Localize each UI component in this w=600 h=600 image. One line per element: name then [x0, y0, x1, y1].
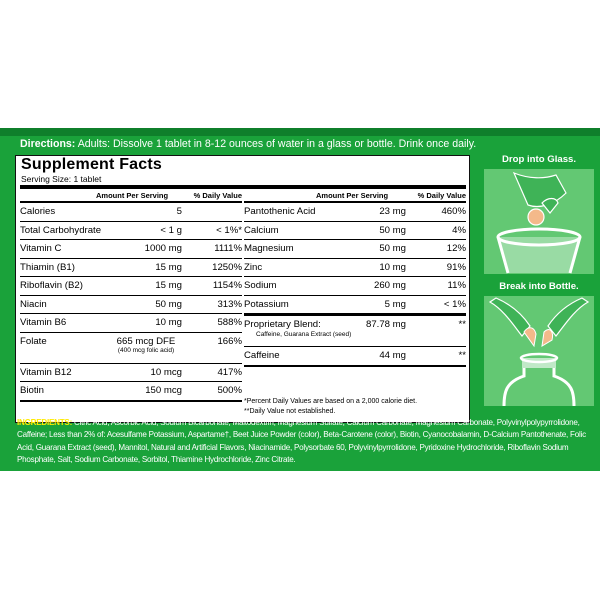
facts-row [20, 203, 242, 222]
nutrient-amount: 1000 mg [144, 243, 182, 254]
nutrient-dv: 91% [446, 261, 466, 273]
nutrient-amount-note: (400 mcg folic acid) [117, 346, 175, 354]
nutrient-dv: ** [458, 350, 466, 361]
footnote-dv: *Percent Daily Values are based on a 2,000 calorie diet. [244, 398, 418, 405]
facts-row [244, 347, 466, 367]
nutrient-name: Thiamin (B1) [20, 261, 75, 273]
serving-size: Serving Size: 1 tablet [21, 174, 102, 184]
nutrient-amount: 665 mcg DFE [116, 335, 176, 347]
ingredients-text [17, 417, 592, 466]
facts-row [244, 222, 466, 241]
nutrient-name: Total Carbohydrate [20, 224, 102, 236]
nutrient-name: Biotin [20, 385, 44, 396]
nutrient-name: Potassium [244, 298, 289, 310]
facts-column-left [20, 189, 242, 402]
nutrient-name: Magnesium [244, 243, 294, 254]
dv-header: % Daily Value [417, 191, 466, 200]
nutrient-amount: 50 mg [379, 243, 406, 254]
nutrient-name: Folate [20, 335, 47, 347]
facts-row [20, 314, 242, 333]
facts-row [20, 382, 242, 402]
nutrient-amount: 10 mg [379, 261, 406, 273]
nutrient-amount: 10 mg [155, 317, 182, 328]
nutrient-name: Sodium [244, 280, 277, 291]
directions-body: Adults: Dissolve 1 tablet in 8-12 ounces of water in a glass or bottle. Drink once daily. [75, 138, 477, 150]
nutrient-amount: 10 mcg [150, 366, 182, 378]
facts-row [244, 296, 466, 317]
nutrient-dv: 1250% [212, 261, 242, 273]
nutrient-amount: < 1 g [160, 224, 182, 236]
supplement-facts-box [15, 155, 470, 423]
amount-header: Amount Per Serving [96, 191, 169, 200]
nutrient-amount: 15 mg [155, 261, 182, 273]
facts-column-right [244, 189, 466, 415]
dv-header: % Daily Value [193, 191, 242, 200]
nutrient-amount: 50 mg [379, 224, 406, 236]
nutrient-amount: 5 [176, 206, 182, 217]
facts-row [20, 277, 242, 296]
nutrient-amount: 260 mg [374, 280, 406, 291]
nutrient-dv: 1111% [214, 243, 242, 254]
nutrient-dv: 313% [217, 298, 242, 310]
drop-into-glass-label: Drop into Glass. [501, 154, 577, 165]
directions-label: Directions: [20, 138, 76, 150]
drop-into-glass-illustration [484, 169, 594, 274]
nutrient-dv: 166% [217, 335, 242, 347]
nutrient-dv: 4% [452, 224, 466, 236]
footnote-not-established: **Daily Value not established. [244, 408, 336, 415]
facts-row [244, 277, 466, 296]
nutrient-dv: < 1% [443, 298, 466, 310]
facts-row [20, 296, 242, 315]
nutrient-amount: 15 mg [155, 280, 182, 291]
nutrient-name: Calories [20, 206, 56, 217]
nutrient-dv: < 1%* [216, 224, 242, 236]
nutrient-amount: 23 mg [379, 206, 406, 217]
top-stripe [0, 128, 600, 136]
amount-header: Amount Per Serving [316, 191, 389, 200]
nutrient-dv: 460% [441, 206, 466, 217]
glass-drop-icon [484, 169, 594, 274]
nutrient-amount: 150 mcg [145, 385, 182, 396]
nutrient-dv: 588% [217, 317, 242, 328]
nutrient-name: Pantothenic Acid [244, 206, 316, 217]
facts-header-left [20, 189, 242, 203]
nutrient-dv: ** [458, 319, 466, 330]
nutrient-name: Caffeine [244, 350, 280, 361]
facts-row [20, 364, 242, 383]
facts-row [20, 259, 242, 278]
nutrient-dv: 417% [217, 366, 242, 378]
product-label-panel [0, 128, 600, 471]
break-into-bottle-label: Break into Bottle. [499, 281, 579, 292]
facts-title: Supplement Facts [21, 156, 163, 173]
nutrient-name: Vitamin B6 [20, 317, 67, 328]
nutrient-amount: 87.78 mg [365, 319, 406, 330]
facts-row [244, 259, 466, 278]
nutrient-name: Vitamin C [20, 243, 62, 254]
directions-text [20, 138, 590, 150]
ingredients-list: Citric Acid, Ascorbic Acid, Sodium Bicarbonate, Maltodextrin, Magnesium Sulfate, Calcium Carbonate, Magnesium Carbonate, Polyvinylpolypyrrolidone, Caffeine; Less than 2% of: Acesulfame Potassium, Aspartame†, Beet Juice Powder (color), Beta-Carotene (color), Biotin, Cyanocobalamin, D-Calcium Pantothenate, Folic Acid, Guarana Extract (seed), Mannitol, Natural and Artificial Flavors, Niacinamide, Polysorbate 60, Polyvinylpyrrolidone, Pyridoxine Hydrochloride, Riboflavin Sodium Phosphate, Salt, Sodium Carbonate, Sorbitol, Thiamine Hydrochloride, Zinc Citrate. [17, 418, 586, 464]
ingredients-label: INGREDIENTS: [17, 418, 73, 427]
nutrient-name: Calcium [244, 224, 279, 236]
facts-row [20, 333, 242, 364]
nutrient-dv: 1154% [212, 280, 242, 291]
facts-row [20, 240, 242, 259]
nutrient-name: Vitamin B12 [20, 366, 72, 378]
break-into-bottle-illustration [484, 296, 594, 406]
nutrient-amount-block [96, 336, 196, 354]
nutrient-dv: 11% [447, 280, 466, 291]
facts-header-right [244, 189, 466, 203]
nutrient-name: Niacin [20, 298, 47, 310]
facts-row [244, 240, 466, 259]
blend-contents: Caffeine, Guarana Extract (seed) [256, 331, 352, 338]
facts-row [244, 203, 466, 222]
nutrient-dv: 12% [446, 243, 466, 254]
facts-row [20, 222, 242, 241]
nutrient-dv: 500% [217, 385, 242, 396]
facts-row [244, 316, 466, 347]
nutrient-name: Zinc [244, 261, 263, 273]
nutrient-amount: 5 mg [384, 298, 406, 310]
bottle-break-icon [484, 296, 594, 406]
nutrient-name: Riboflavin (B2) [20, 280, 83, 291]
nutrient-name: Proprietary Blend: [244, 319, 321, 330]
nutrient-amount: 44 mg [379, 350, 406, 361]
nutrient-amount: 50 mg [155, 298, 182, 310]
